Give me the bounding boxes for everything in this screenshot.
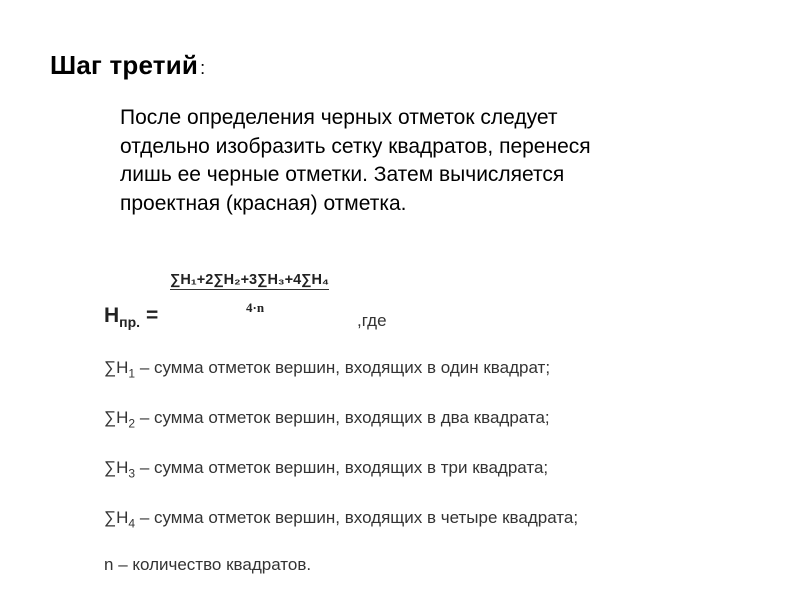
definition-text: – сумма отметок вершин, входящих в один квадрат;	[135, 358, 551, 377]
definition-line-5	[104, 555, 311, 575]
paragraph-line-1: После определения черных отметок следует	[120, 106, 558, 129]
definition-subscript: 3	[128, 466, 136, 481]
definition-line-2	[104, 408, 550, 430]
slide-title-text: Шаг третий	[50, 50, 199, 80]
definition-symbol: n	[104, 555, 114, 574]
definition-subscript: 2	[128, 416, 136, 431]
slide-title	[50, 50, 205, 81]
intro-paragraph	[120, 104, 740, 218]
definition-symbol: ∑H	[104, 408, 129, 427]
definition-subscript: 4	[128, 516, 136, 531]
definition-text: – количество квадратов.	[113, 555, 312, 574]
formula-equals: =	[146, 304, 159, 327]
slide-title-colon: :	[200, 58, 206, 78]
definition-subscript: 1	[128, 366, 136, 381]
definition-symbol: ∑H	[104, 358, 129, 377]
formula-denominator: 4·n	[246, 300, 265, 315]
definition-text: – сумма отметок вершин, входящих в три квадрата;	[135, 458, 549, 477]
definition-symbol: ∑H	[104, 458, 129, 477]
definition-line-3	[104, 458, 548, 480]
definition-line-4	[104, 508, 578, 530]
definition-line-1	[104, 358, 550, 380]
definition-text: – сумма отметок вершин, входящих в два квадрата;	[135, 408, 550, 427]
definition-symbol: ∑H	[104, 508, 129, 527]
paragraph-line-4: проектная (красная) отметка.	[120, 191, 407, 215]
paragraph-line-3: лишь ее черные отметки. Затем вычисляется	[120, 163, 565, 186]
formula-numerator: ∑H₁+2∑H₂+3∑H₃+4∑H₄	[170, 272, 329, 288]
formula-lhs	[104, 304, 140, 330]
paragraph-line-2: отдельно изобразить сетку квадратов, перенеся	[120, 134, 591, 158]
formula-where: ,где	[357, 311, 387, 330]
definition-text: – сумма отметок вершин, входящих в четыре квадрата;	[135, 508, 579, 527]
formula-lhs-subscript: пр.	[119, 314, 141, 331]
formula-lhs-symbol: H	[104, 304, 120, 327]
